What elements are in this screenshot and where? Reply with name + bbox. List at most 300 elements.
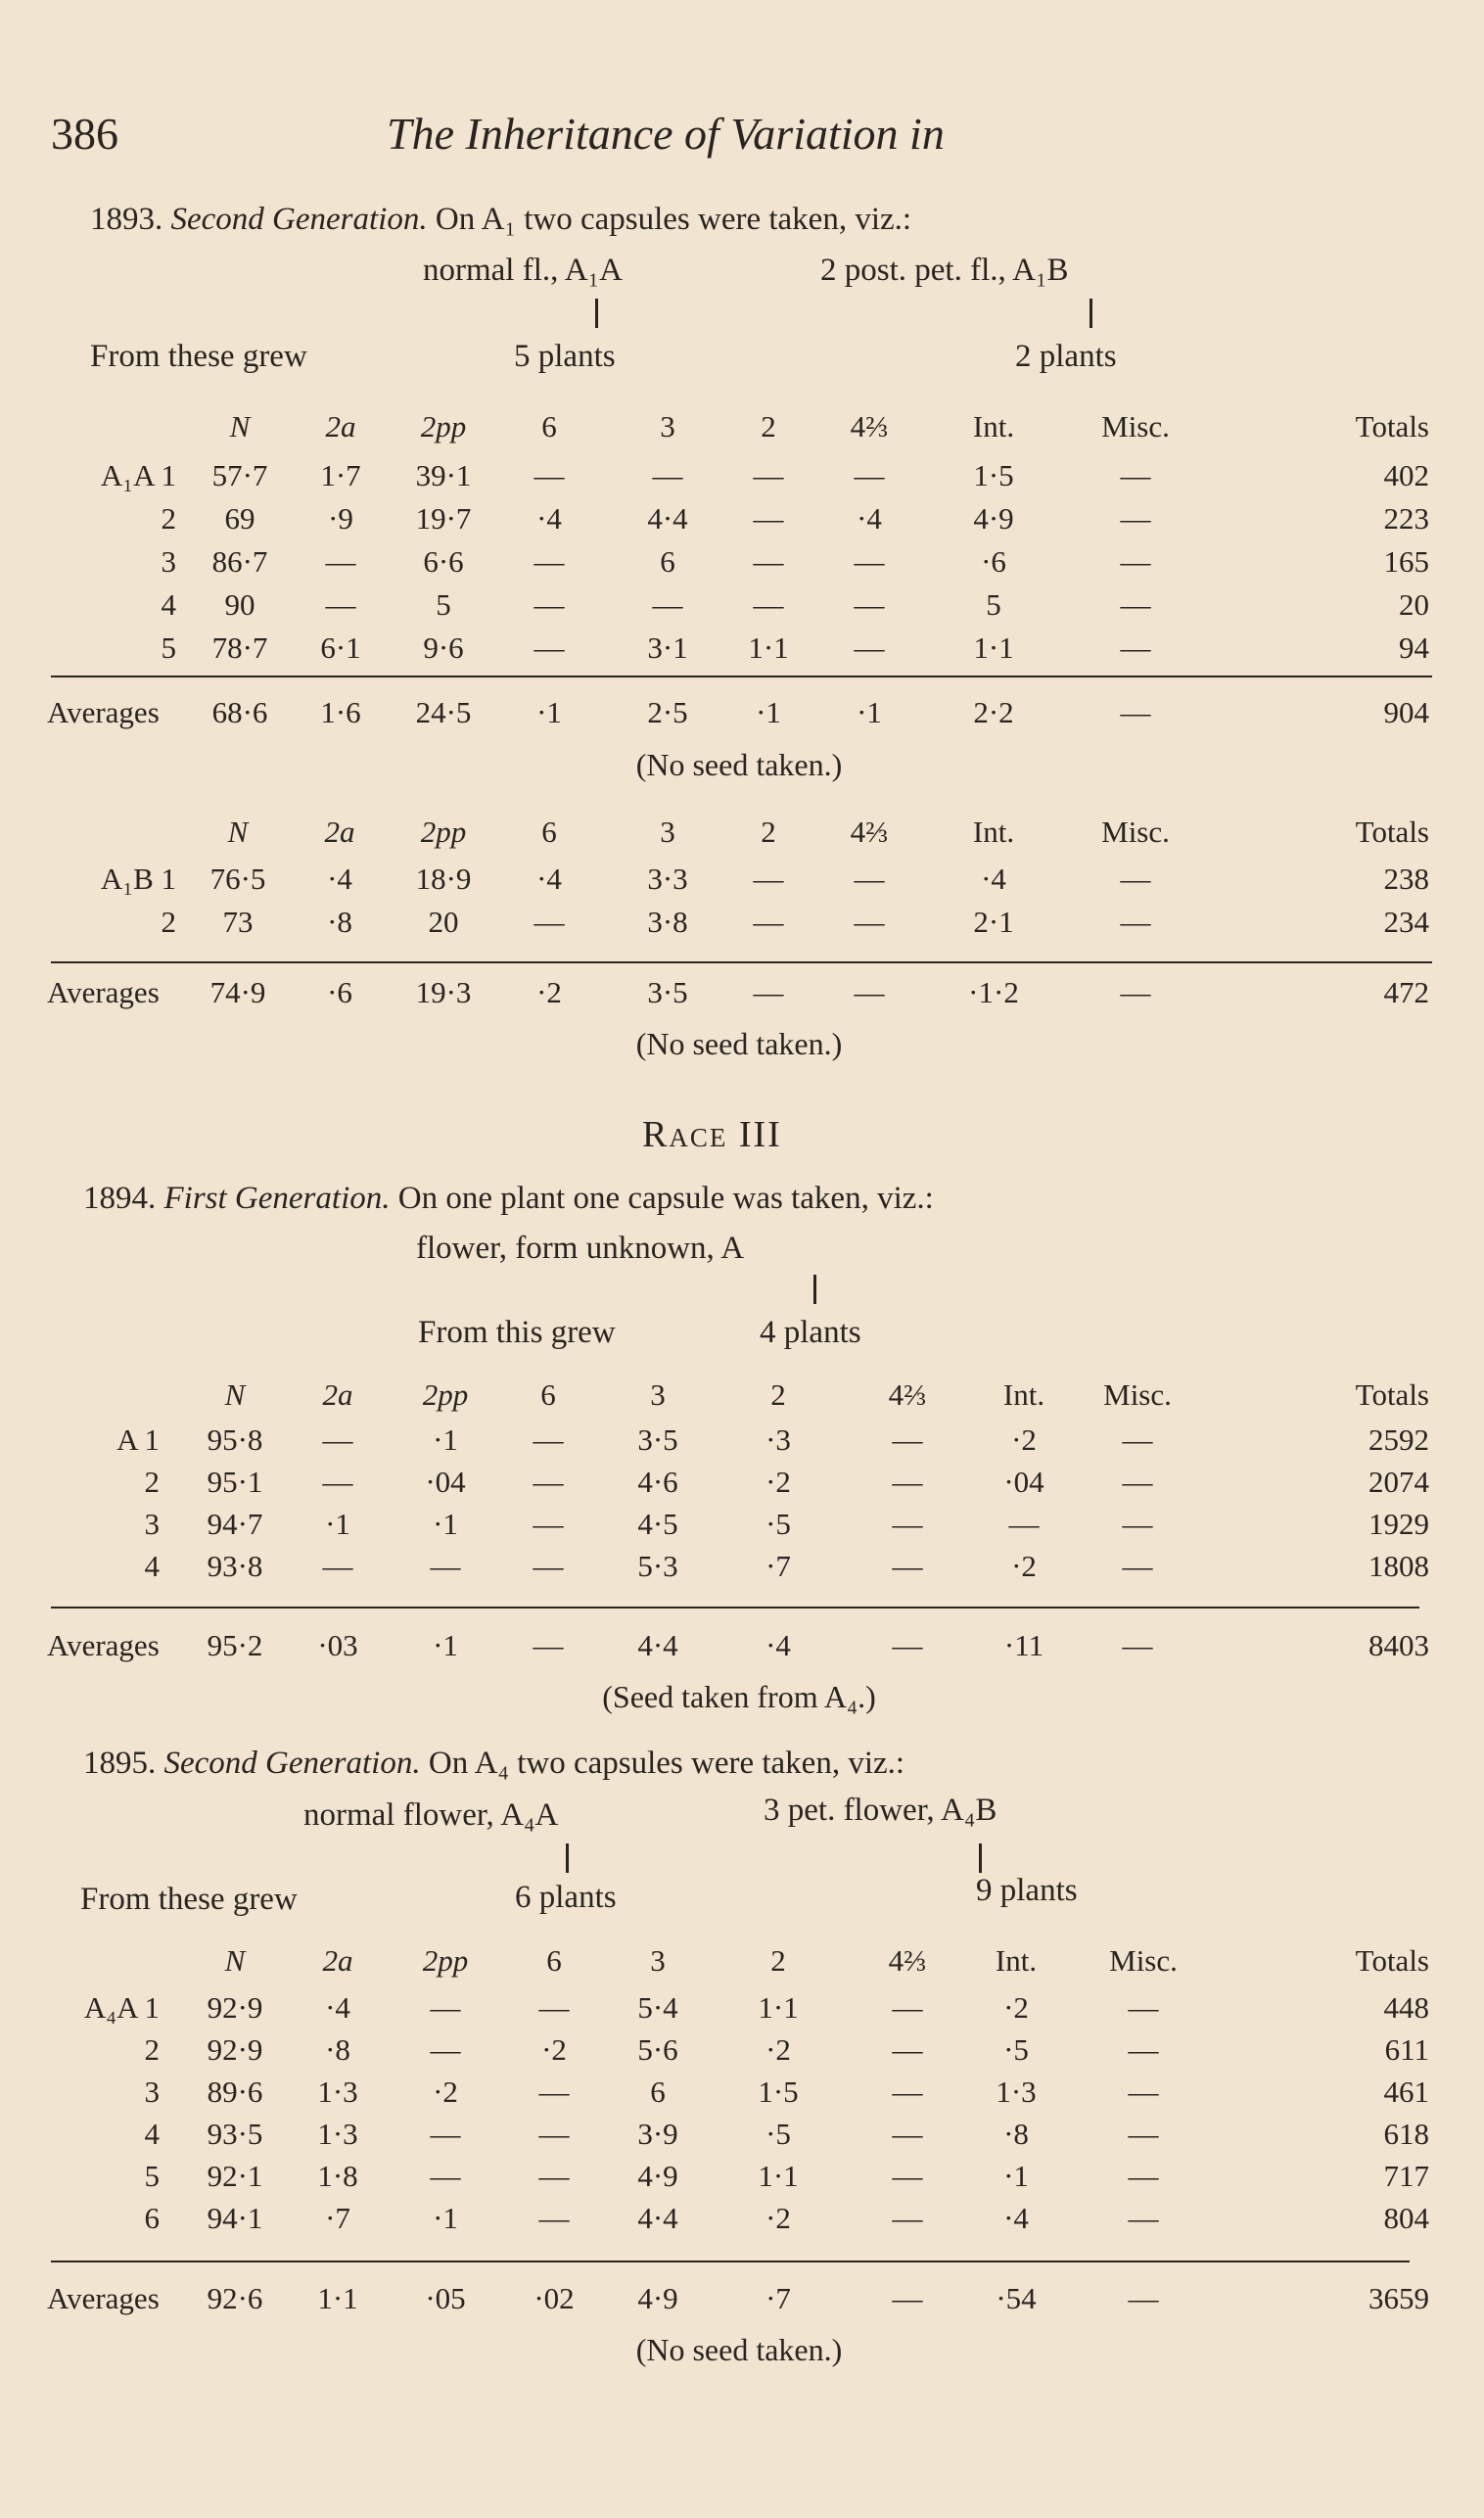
table-cell: — [753,501,784,536]
row-label: 3 [144,1507,160,1541]
table-cell: ·2 [536,975,562,1009]
table-cell: ·7 [765,2281,791,2315]
table-cell: — [1128,2201,1159,2235]
table-cell: 92·9 [207,2032,263,2067]
table-cell: 5·3 [637,1549,678,1583]
section-heading: Race III [642,1114,782,1155]
table-cell: — [322,1465,353,1499]
table-cell: — [892,2281,923,2315]
table-cell: ·4 [857,501,882,536]
capsule-right: 2 post. pet. fl., A₁B [820,253,1069,288]
totals-cell: 223 [1383,501,1429,536]
table-cell: 18·9 [415,862,472,896]
plants-left: 6 plants [515,1880,617,1915]
table-cell: 4·9 [637,2281,678,2315]
grew-label: From these grew [90,339,307,374]
intro-line-1893 [90,202,911,238]
totals-cell: 804 [1383,2201,1429,2235]
table-cell: ·6 [981,544,1006,579]
table-cell: — [533,1465,564,1499]
row-label: A 1 [116,1422,160,1457]
table-cell: — [430,1990,461,2025]
table-cell: — [892,1465,923,1499]
intro-text: On A₁ two capsules were taken, viz.: [435,202,912,237]
table-cell: — [533,1549,564,1583]
table-cell: — [892,2201,923,2235]
table-cell: — [533,1628,564,1662]
table-cell: 95·8 [207,1422,263,1457]
table-cell: ·4 [981,862,1006,896]
connector-line [566,1843,569,1873]
table-cell: 73 [222,905,254,939]
table-cell: ·2 [433,2075,458,2109]
table-cell: 3·8 [647,905,688,939]
intro-text: On A₄ two capsules were taken, viz.: [428,1746,905,1781]
table-cell: — [533,1507,564,1541]
column-header: Misc. [1103,1377,1172,1412]
table-cell: 3·3 [647,862,688,896]
intro-generation: First Generation. [163,1181,391,1216]
table-cell: ·8 [325,2032,350,2067]
table-cell: 1·5 [758,2075,799,2109]
connector-line [813,1275,816,1304]
table-cell: 1·7 [320,458,361,492]
table-cell: 92·6 [207,2281,263,2315]
table-cell: 1·1 [758,2159,799,2193]
table-cell: ·5 [1003,2032,1029,2067]
table-cell: — [753,862,784,896]
table-cell: ·04 [425,1465,466,1499]
table-cell: ·7 [325,2201,350,2235]
column-header: Misc. [1101,409,1170,443]
row-label: 4 [161,587,176,622]
table-cell: 94·1 [207,2201,263,2235]
table-cell: 76·5 [209,862,266,896]
table-cell: — [1120,501,1151,536]
column-header: N [224,1377,246,1412]
table-cell: ·2 [1011,1549,1037,1583]
column-header: 4⅔ [850,409,889,443]
totals-cell: 472 [1383,975,1429,1009]
column-header: Int. [972,815,1015,849]
table-cell: — [1120,630,1151,665]
column-header: Int. [972,409,1015,443]
table-note: (No seed taken.) [635,747,843,782]
totals-cell: 904 [1383,695,1429,729]
table-cell: — [1128,1990,1159,2025]
table-cell: 57·7 [211,458,268,492]
table-cell: 5·4 [637,1990,678,2025]
column-header: 2 [761,815,776,849]
row-label: 2 [161,905,176,939]
table-cell: ·7 [765,1549,791,1583]
table-cell: 6·6 [423,544,464,579]
table-cell: — [652,458,683,492]
table-cell: — [322,1422,353,1457]
table-cell: — [1120,975,1151,1009]
column-header: 2a [322,1943,353,1978]
table-cell: — [430,2159,461,2193]
table-cell: ·4 [536,501,562,536]
table-cell: — [538,2117,570,2151]
table-cell: — [854,862,885,896]
intro-generation: Second Generation. [170,202,428,237]
row-label: A₄A 1 [83,1990,160,2025]
table-cell: — [538,1990,570,2025]
totals-cell: 3659 [1368,2281,1429,2315]
column-header: 2pp [420,409,467,443]
table-cell: — [854,975,885,1009]
column-header: 4⅔ [850,815,889,849]
table-cell: — [854,905,885,939]
table-cell: 93·5 [207,2117,263,2151]
column-header: Misc. [1101,815,1170,849]
plants-right: 9 plants [976,1873,1078,1908]
table-cell: — [533,630,565,665]
table-cell: ·2 [541,2032,567,2067]
row-label: 2 [161,501,176,536]
row-label: 2 [144,2032,160,2067]
table-cell: 3·5 [637,1422,678,1457]
table-cell: 4·9 [973,501,1014,536]
table-cell: 24·5 [415,695,472,729]
table-cell: ·2 [765,2201,791,2235]
table-cell: ·6 [327,975,352,1009]
table-cell: — [533,1422,564,1457]
table-cell: — [322,1549,353,1583]
table-cell: — [1128,2117,1159,2151]
row-label: 3 [161,544,176,579]
table-cell: 2·2 [973,695,1014,729]
table-cell: — [1128,2159,1159,2193]
intro-year: 1895. [83,1746,157,1781]
table-cell: ·4 [327,862,352,896]
table-cell: 90 [224,587,255,622]
table-cell: — [1122,1549,1153,1583]
table-cell: — [753,544,784,579]
table-cell: ·1 [433,2201,458,2235]
capsule-left: normal flower, A₄A [303,1797,559,1833]
column-header: Totals [1355,1943,1429,1978]
table-cell: 4·4 [647,501,688,536]
table-cell: 74·9 [209,975,266,1009]
grew-label: From this grew [418,1315,616,1350]
table-cell: ·1 [325,1507,350,1541]
row-label: 6 [144,2201,160,2235]
table-cell: 1·1 [748,630,789,665]
plants-right: 2 plants [1015,339,1117,374]
table-cell: 4·4 [637,2201,678,2235]
row-label: 2 [144,1465,160,1499]
table-cell: ·5 [765,2117,791,2151]
table-cell: ·4 [536,862,562,896]
table-cell: 1·1 [973,630,1014,665]
column-header: 2 [770,1943,786,1978]
averages-label: Averages [47,695,160,729]
table-cell: 4·4 [637,1628,678,1662]
table-cell: — [1122,1465,1153,1499]
table-cell: 69 [224,501,255,536]
column-header: 2a [324,815,355,849]
table-cell: — [854,587,885,622]
totals-cell: 234 [1383,905,1429,939]
table-cell: ·54 [996,2281,1037,2315]
table-cell: ·4 [765,1628,791,1662]
table-cell: 95·1 [207,1465,263,1499]
table-cell: ·02 [533,2281,575,2315]
column-header: Totals [1355,815,1429,849]
table-cell: 5 [436,587,451,622]
grew-label: From these grew [80,1882,298,1917]
table-cell: 89·6 [207,2075,263,2109]
totals-cell: 717 [1383,2159,1429,2193]
table-cell: 6 [650,2075,666,2109]
table-cell: ·1 [1003,2159,1029,2193]
table-cell: 94·7 [207,1507,263,1541]
row-label: 3 [144,2075,160,2109]
table-cell: — [892,2032,923,2067]
table-cell: — [1120,862,1151,896]
column-header: N [227,815,249,849]
column-header: 2pp [420,815,467,849]
table-cell: — [1120,587,1151,622]
table-cell: ·2 [765,1465,791,1499]
totals-cell: 2074 [1368,1465,1429,1499]
table-cell: 1·3 [317,2075,358,2109]
table-cell: 20 [428,905,459,939]
totals-cell: 611 [1384,2032,1429,2067]
table-cell: ·1 [536,695,562,729]
column-header: Misc. [1109,1943,1178,1978]
connector-line [1090,299,1092,328]
running-title: The Inheritance of Variation in [387,109,945,159]
totals-cell: 402 [1383,458,1429,492]
capsule-left: flower, form unknown, A [416,1231,745,1266]
column-header: Int. [1002,1377,1045,1412]
table-cell: 6 [660,544,675,579]
table-cell: ·11 [1003,1628,1044,1662]
totals-cell: 618 [1383,2117,1429,2151]
table-cell: ·03 [317,1628,358,1662]
table-cell: — [1122,1507,1153,1541]
table-cell: 3·1 [647,630,688,665]
table-cell: 4·6 [637,1465,678,1499]
column-header: 6 [541,815,557,849]
table-cell: ·05 [425,2281,466,2315]
table-cell: — [1120,544,1151,579]
table-cell: ·8 [1003,2117,1029,2151]
row-label: 4 [144,2117,160,2151]
table-cell: 92·1 [207,2159,263,2193]
table-cell: ·1 [857,695,882,729]
plants-left: 5 plants [514,339,616,374]
intro-generation: Second Generation. [163,1746,421,1781]
totals-cell: 448 [1383,1990,1429,2025]
table-cell: 68·6 [211,695,268,729]
column-header: N [229,409,251,443]
table-cell: — [892,1628,923,1662]
column-header: 2pp [422,1377,469,1412]
table-cell: ·8 [327,905,352,939]
table-cell: ·1 [433,1628,458,1662]
table-cell: 4·9 [637,2159,678,2193]
column-header: 4⅔ [888,1377,927,1412]
table-cell: — [533,458,565,492]
column-header: 3 [650,1943,666,1978]
totals-cell: 94 [1399,630,1429,665]
table-cell: 92·9 [207,1990,263,2025]
totals-cell: 1808 [1368,1549,1429,1583]
table-cell: ·1 [756,695,781,729]
column-header: Totals [1355,409,1429,443]
totals-cell: 1929 [1368,1507,1429,1541]
table-cell: — [430,2032,461,2067]
table-cell: — [430,2117,461,2151]
table-cell: — [854,458,885,492]
table-cell: — [892,2117,923,2151]
table-cell: ·1·2 [968,975,1019,1009]
table-cell: — [753,458,784,492]
totals-cell: 165 [1383,544,1429,579]
table-cell: ·2 [1011,1422,1037,1457]
row-label: A₁A 1 [100,458,176,492]
column-header: 6 [541,409,557,443]
table-cell: — [753,587,784,622]
column-header: Totals [1355,1377,1429,1412]
table-cell: 78·7 [211,630,268,665]
table-cell: ·1 [433,1507,458,1541]
totals-cell: 8403 [1368,1628,1429,1662]
intro-year: 1894. [83,1181,157,1216]
capsule-right: 3 pet. flower, A₄B [764,1793,997,1828]
table-cell: — [753,975,784,1009]
column-header: 3 [660,409,675,443]
table-cell: 1·1 [758,1990,799,2025]
averages-label: Averages [47,975,160,1009]
averages-label: Averages [47,2281,160,2315]
table-cell: — [1128,2281,1159,2315]
totals-cell: 461 [1383,2075,1429,2109]
table-cell: — [1128,2032,1159,2067]
table-rule [51,676,1432,677]
intro-text: On one plant one capsule was taken, viz.: [397,1181,934,1216]
table-cell: — [1120,695,1151,729]
table-cell: — [533,905,565,939]
table-cell: — [538,2159,570,2193]
table-cell: ·1 [433,1422,458,1457]
table-cell: 95·2 [207,1628,263,1662]
table-cell: 1·3 [317,2117,358,2151]
row-label: A₁B 1 [100,862,176,896]
table-rule [51,1607,1419,1609]
table-cell: 3·9 [637,2117,678,2151]
column-header: 2 [761,409,776,443]
averages-label: Averages [47,1628,160,1662]
table-cell: — [854,630,885,665]
totals-cell: 238 [1383,862,1429,896]
table-cell: — [533,544,565,579]
table-cell: 39·1 [415,458,472,492]
table-cell: — [1128,2075,1159,2109]
connector-line [979,1843,982,1873]
connector-line [595,299,598,328]
table-cell: — [652,587,683,622]
row-label: 5 [161,630,176,665]
intro-line-1894 [83,1181,934,1217]
table-cell: — [892,1549,923,1583]
table-cell: — [892,1422,923,1457]
totals-cell: 20 [1399,587,1429,622]
table-cell: ·2 [765,2032,791,2067]
table-cell: 5·6 [637,2032,678,2067]
table-cell: 2·5 [647,695,688,729]
row-label: 5 [144,2159,160,2193]
table-cell: 1·5 [973,458,1014,492]
capsule-left: normal fl., A₁A [423,253,623,288]
table-cell: — [854,544,885,579]
column-header: 2a [322,1377,353,1412]
table-note: (Seed taken from A₄.) [602,1679,876,1714]
table-note: (No seed taken.) [635,1026,843,1061]
column-header: 3 [650,1377,666,1412]
table-cell: 1·3 [996,2075,1037,2109]
table-cell: 93·8 [207,1549,263,1583]
column-header: 2 [770,1377,786,1412]
table-cell: 5 [986,587,1001,622]
plants-left: 4 plants [760,1315,861,1350]
table-cell: 86·7 [211,544,268,579]
table-cell: ·04 [1003,1465,1044,1499]
table-cell: ·9 [328,501,353,536]
table-cell: — [753,905,784,939]
table-cell: 3·5 [647,975,688,1009]
table-cell: — [533,587,565,622]
page-number: 386 [51,109,118,159]
table-cell: ·3 [765,1422,791,1457]
totals-cell: 2592 [1368,1422,1429,1457]
table-rule [51,2261,1410,2262]
intro-line-1895 [83,1746,904,1782]
column-header: Int. [995,1943,1038,1978]
table-cell: — [892,1990,923,2025]
table-cell: — [892,2075,923,2109]
table-cell: ·4 [325,1990,350,2025]
table-cell: 19·3 [415,975,472,1009]
table-cell: — [325,544,356,579]
column-header: 2pp [422,1943,469,1978]
column-header: 4⅔ [888,1943,927,1978]
table-cell: — [1122,1422,1153,1457]
table-cell: — [430,1549,461,1583]
table-cell: — [325,587,356,622]
table-rule [51,961,1432,963]
table-cell: 19·7 [415,501,472,536]
table-cell: 9·6 [423,630,464,665]
table-cell: — [538,2201,570,2235]
table-cell: — [892,2159,923,2193]
table-note: (No seed taken.) [635,2332,843,2367]
table-cell: — [1120,458,1151,492]
table-cell: ·5 [765,1507,791,1541]
table-cell: ·2 [1003,1990,1029,2025]
table-cell: 1·1 [317,2281,358,2315]
table-cell: — [1122,1628,1153,1662]
table-cell: 4·5 [637,1507,678,1541]
table-cell: ·4 [1003,2201,1029,2235]
table-cell: 6·1 [320,630,361,665]
column-header: 3 [660,815,675,849]
row-label: 4 [144,1549,160,1583]
